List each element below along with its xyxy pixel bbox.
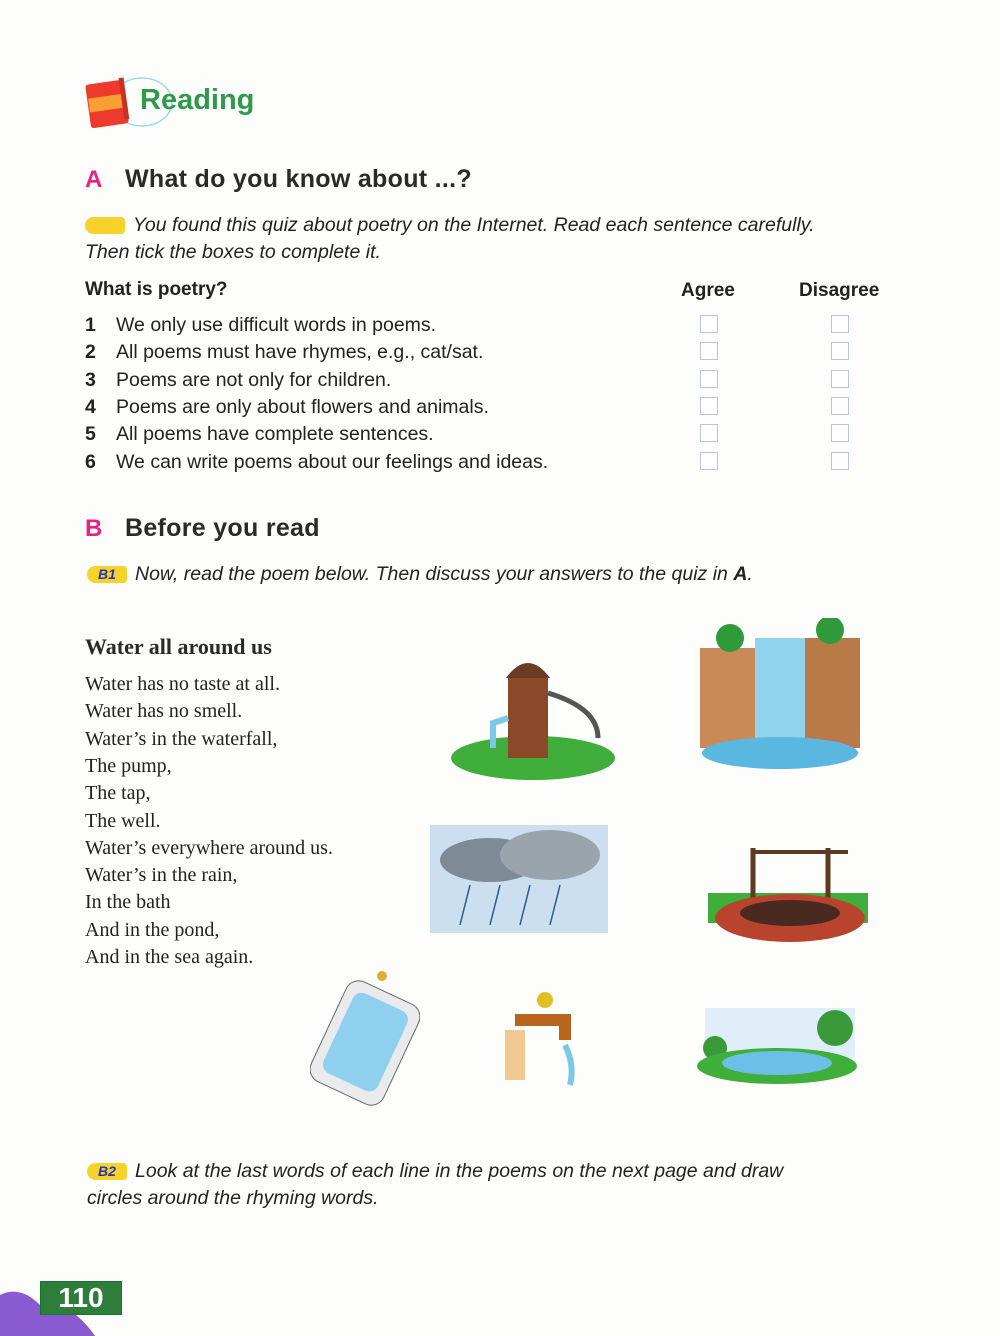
instruction-marker xyxy=(85,217,125,234)
b1-bold: A xyxy=(733,563,748,585)
quiz-item-text: Poems are not only for children. xyxy=(116,368,392,391)
agree-checkbox[interactable] xyxy=(700,370,718,388)
b2-instruction xyxy=(87,1158,967,1212)
agree-checkbox[interactable] xyxy=(700,342,718,360)
disagree-checkbox[interactable] xyxy=(831,424,849,442)
column-agree: Agree xyxy=(681,280,735,301)
quiz-item xyxy=(85,423,434,446)
poem-line: Water’s in the waterfall, xyxy=(85,727,278,750)
agree-checkbox[interactable] xyxy=(700,315,718,333)
pond-illustration xyxy=(695,1008,860,1088)
poem-line: And in the sea again. xyxy=(85,946,254,968)
section-a-title: What do you know about ...? xyxy=(125,165,472,193)
quiz-item-text: All poems must have rhymes, e.g., cat/sat. xyxy=(116,341,484,364)
quiz-item xyxy=(85,451,548,474)
instruction-line-1: You found this quiz about poetry on the Internet. Read each sentence carefully. xyxy=(133,214,815,236)
agree-checkbox[interactable] xyxy=(700,424,718,442)
quiz-item xyxy=(85,369,391,392)
poem-line: Water has no taste at all. xyxy=(85,673,280,695)
poem-line: Water has no smell. xyxy=(85,700,243,723)
quiz-item xyxy=(85,341,483,364)
quiz-item-number: 4 xyxy=(85,395,96,418)
poem-line: The pump, xyxy=(85,754,172,777)
quiz-item-number: 5 xyxy=(85,423,96,446)
poem-line: The well. xyxy=(85,809,161,832)
poem-line: The tap, xyxy=(85,782,151,805)
quiz-item xyxy=(85,396,489,419)
poem-line: And in the pond, xyxy=(85,918,220,941)
disagree-checkbox[interactable] xyxy=(831,342,849,360)
pump-illustration xyxy=(448,648,628,788)
well-illustration xyxy=(708,838,868,946)
quiz-item-text: We only use difficult words in poems. xyxy=(116,314,437,336)
quiz-heading: What is poetry? xyxy=(85,279,228,300)
disagree-checkbox[interactable] xyxy=(831,397,849,415)
agree-checkbox[interactable] xyxy=(700,397,718,415)
section-a-letter: A xyxy=(85,166,103,193)
quiz-item-number: 2 xyxy=(85,341,96,364)
disagree-checkbox[interactable] xyxy=(831,370,849,388)
section-b-letter: B xyxy=(85,515,103,542)
section-header-title: Reading xyxy=(140,84,255,116)
quiz-item-number: 6 xyxy=(85,450,96,473)
poem-title: Water all around us xyxy=(85,634,272,659)
bathtub-illustration xyxy=(310,968,420,1108)
b1-text: Now, read the poem below. Then discuss your answers to the quiz in xyxy=(135,563,734,585)
tap-illustration xyxy=(505,990,600,1090)
b1-end: . xyxy=(747,563,753,585)
agree-checkbox[interactable] xyxy=(700,452,718,470)
instruction-line-2: Then tick the boxes to complete it. xyxy=(85,241,381,263)
quiz-item-text: All poems have complete sentences. xyxy=(116,423,434,446)
quiz-item-number: 3 xyxy=(85,368,96,391)
section-a-instruction xyxy=(85,212,945,266)
quiz-item-number: 1 xyxy=(85,314,96,336)
waterfall-illustration xyxy=(700,618,860,773)
section-b-title: Before you read xyxy=(125,514,320,542)
quiz-item-text: Poems are only about flowers and animals. xyxy=(116,395,489,418)
quiz-item-text: We can write poems about our feelings and ideas. xyxy=(116,450,549,473)
b1-instruction xyxy=(87,561,753,588)
b2-label: B2 xyxy=(87,1163,127,1180)
poem-line: In the bath xyxy=(85,891,171,914)
poem-line: Water’s everywhere around us. xyxy=(85,836,333,859)
quiz-item xyxy=(85,314,436,337)
disagree-checkbox[interactable] xyxy=(831,452,849,470)
b1-label: B1 xyxy=(87,566,127,583)
page-number: 110 xyxy=(40,1281,122,1315)
column-disagree: Disagree xyxy=(799,280,880,301)
disagree-checkbox[interactable] xyxy=(831,315,849,333)
rain-cloud-illustration xyxy=(430,825,608,933)
b2-line-1: Look at the last words of each line in the poems on the next page and draw xyxy=(135,1160,784,1182)
poem-line: Water’s in the rain, xyxy=(85,864,238,887)
b2-line-2: circles around the rhyming words. xyxy=(87,1187,379,1209)
